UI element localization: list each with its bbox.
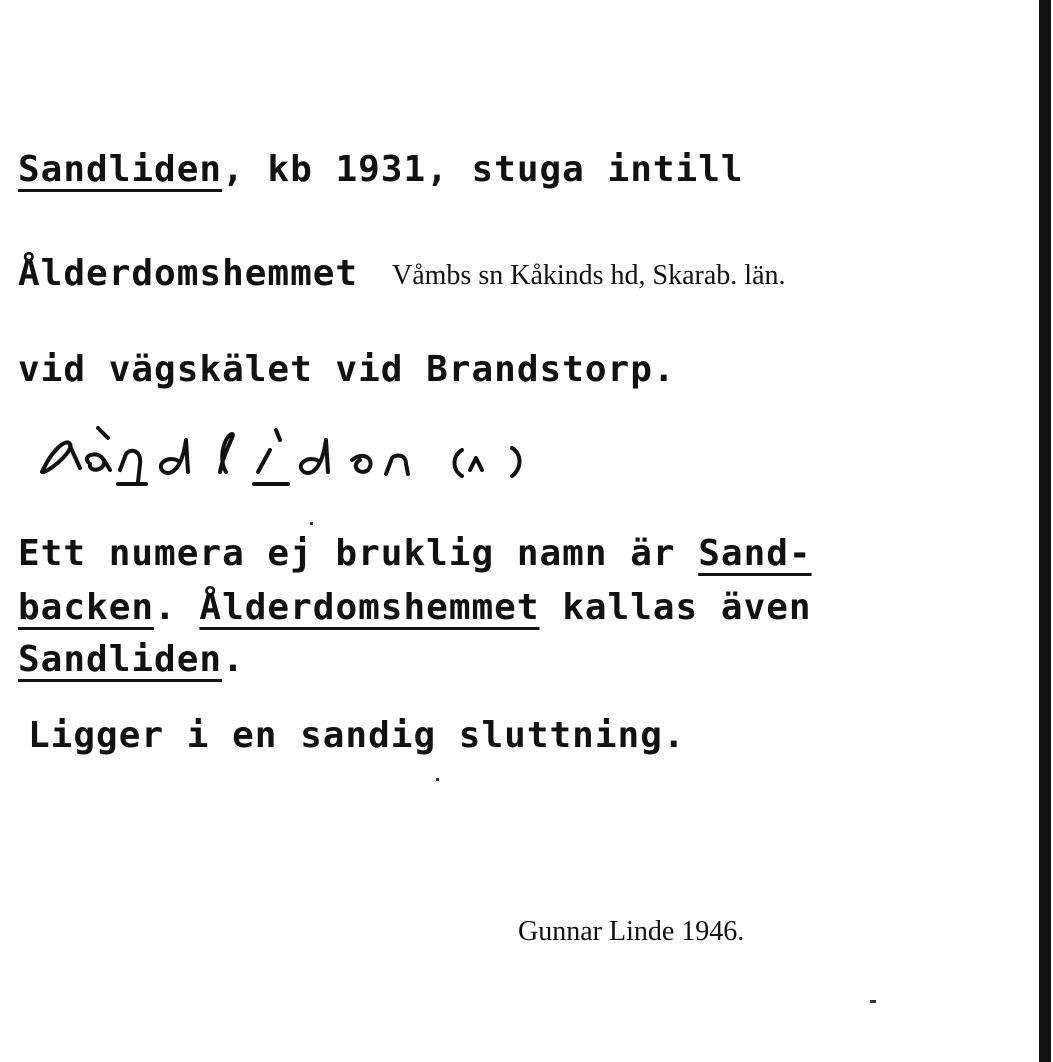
phonetic-transcription — [30, 420, 550, 500]
paragraph-line-2 — [18, 587, 812, 628]
para-punct: . — [154, 587, 200, 628]
para-end: . — [222, 639, 245, 680]
speck — [436, 778, 439, 781]
typed-location: Ålderdomshemmet — [18, 253, 359, 294]
phonetic-text: sàndlīdən (n) — [30, 420, 36, 421]
alt-name-part-2: backen — [18, 587, 155, 628]
place-name-repeat: Sandliden — [18, 639, 223, 680]
institution-name: Ålderdomshemmet — [199, 587, 540, 628]
paragraph-line-1 — [18, 533, 812, 574]
heading-rest: , kb 1931, stuga intill — [222, 149, 744, 190]
paragraph-line-3 — [18, 639, 245, 680]
alt-name-part-1: Sand- — [698, 533, 812, 574]
heading-line — [18, 149, 744, 190]
location-line — [18, 253, 359, 294]
signature: Gunnar Linde 1946. — [518, 916, 745, 947]
place-name: Sandliden — [18, 149, 223, 190]
card-edge — [1037, 0, 1053, 1062]
para-text-1: Ett numera ej bruklig namn är — [18, 533, 699, 574]
description-line: Ligger i en sandig sluttning. — [28, 715, 686, 756]
speck — [870, 1000, 876, 1003]
location-detail: vid vägskälet vid Brandstorp. — [18, 349, 676, 390]
speck — [310, 522, 313, 525]
para-text-2: kallas även — [539, 587, 812, 628]
stamp-location: Våmbs sn Kåkinds hd, Skarab. län. — [392, 260, 786, 291]
